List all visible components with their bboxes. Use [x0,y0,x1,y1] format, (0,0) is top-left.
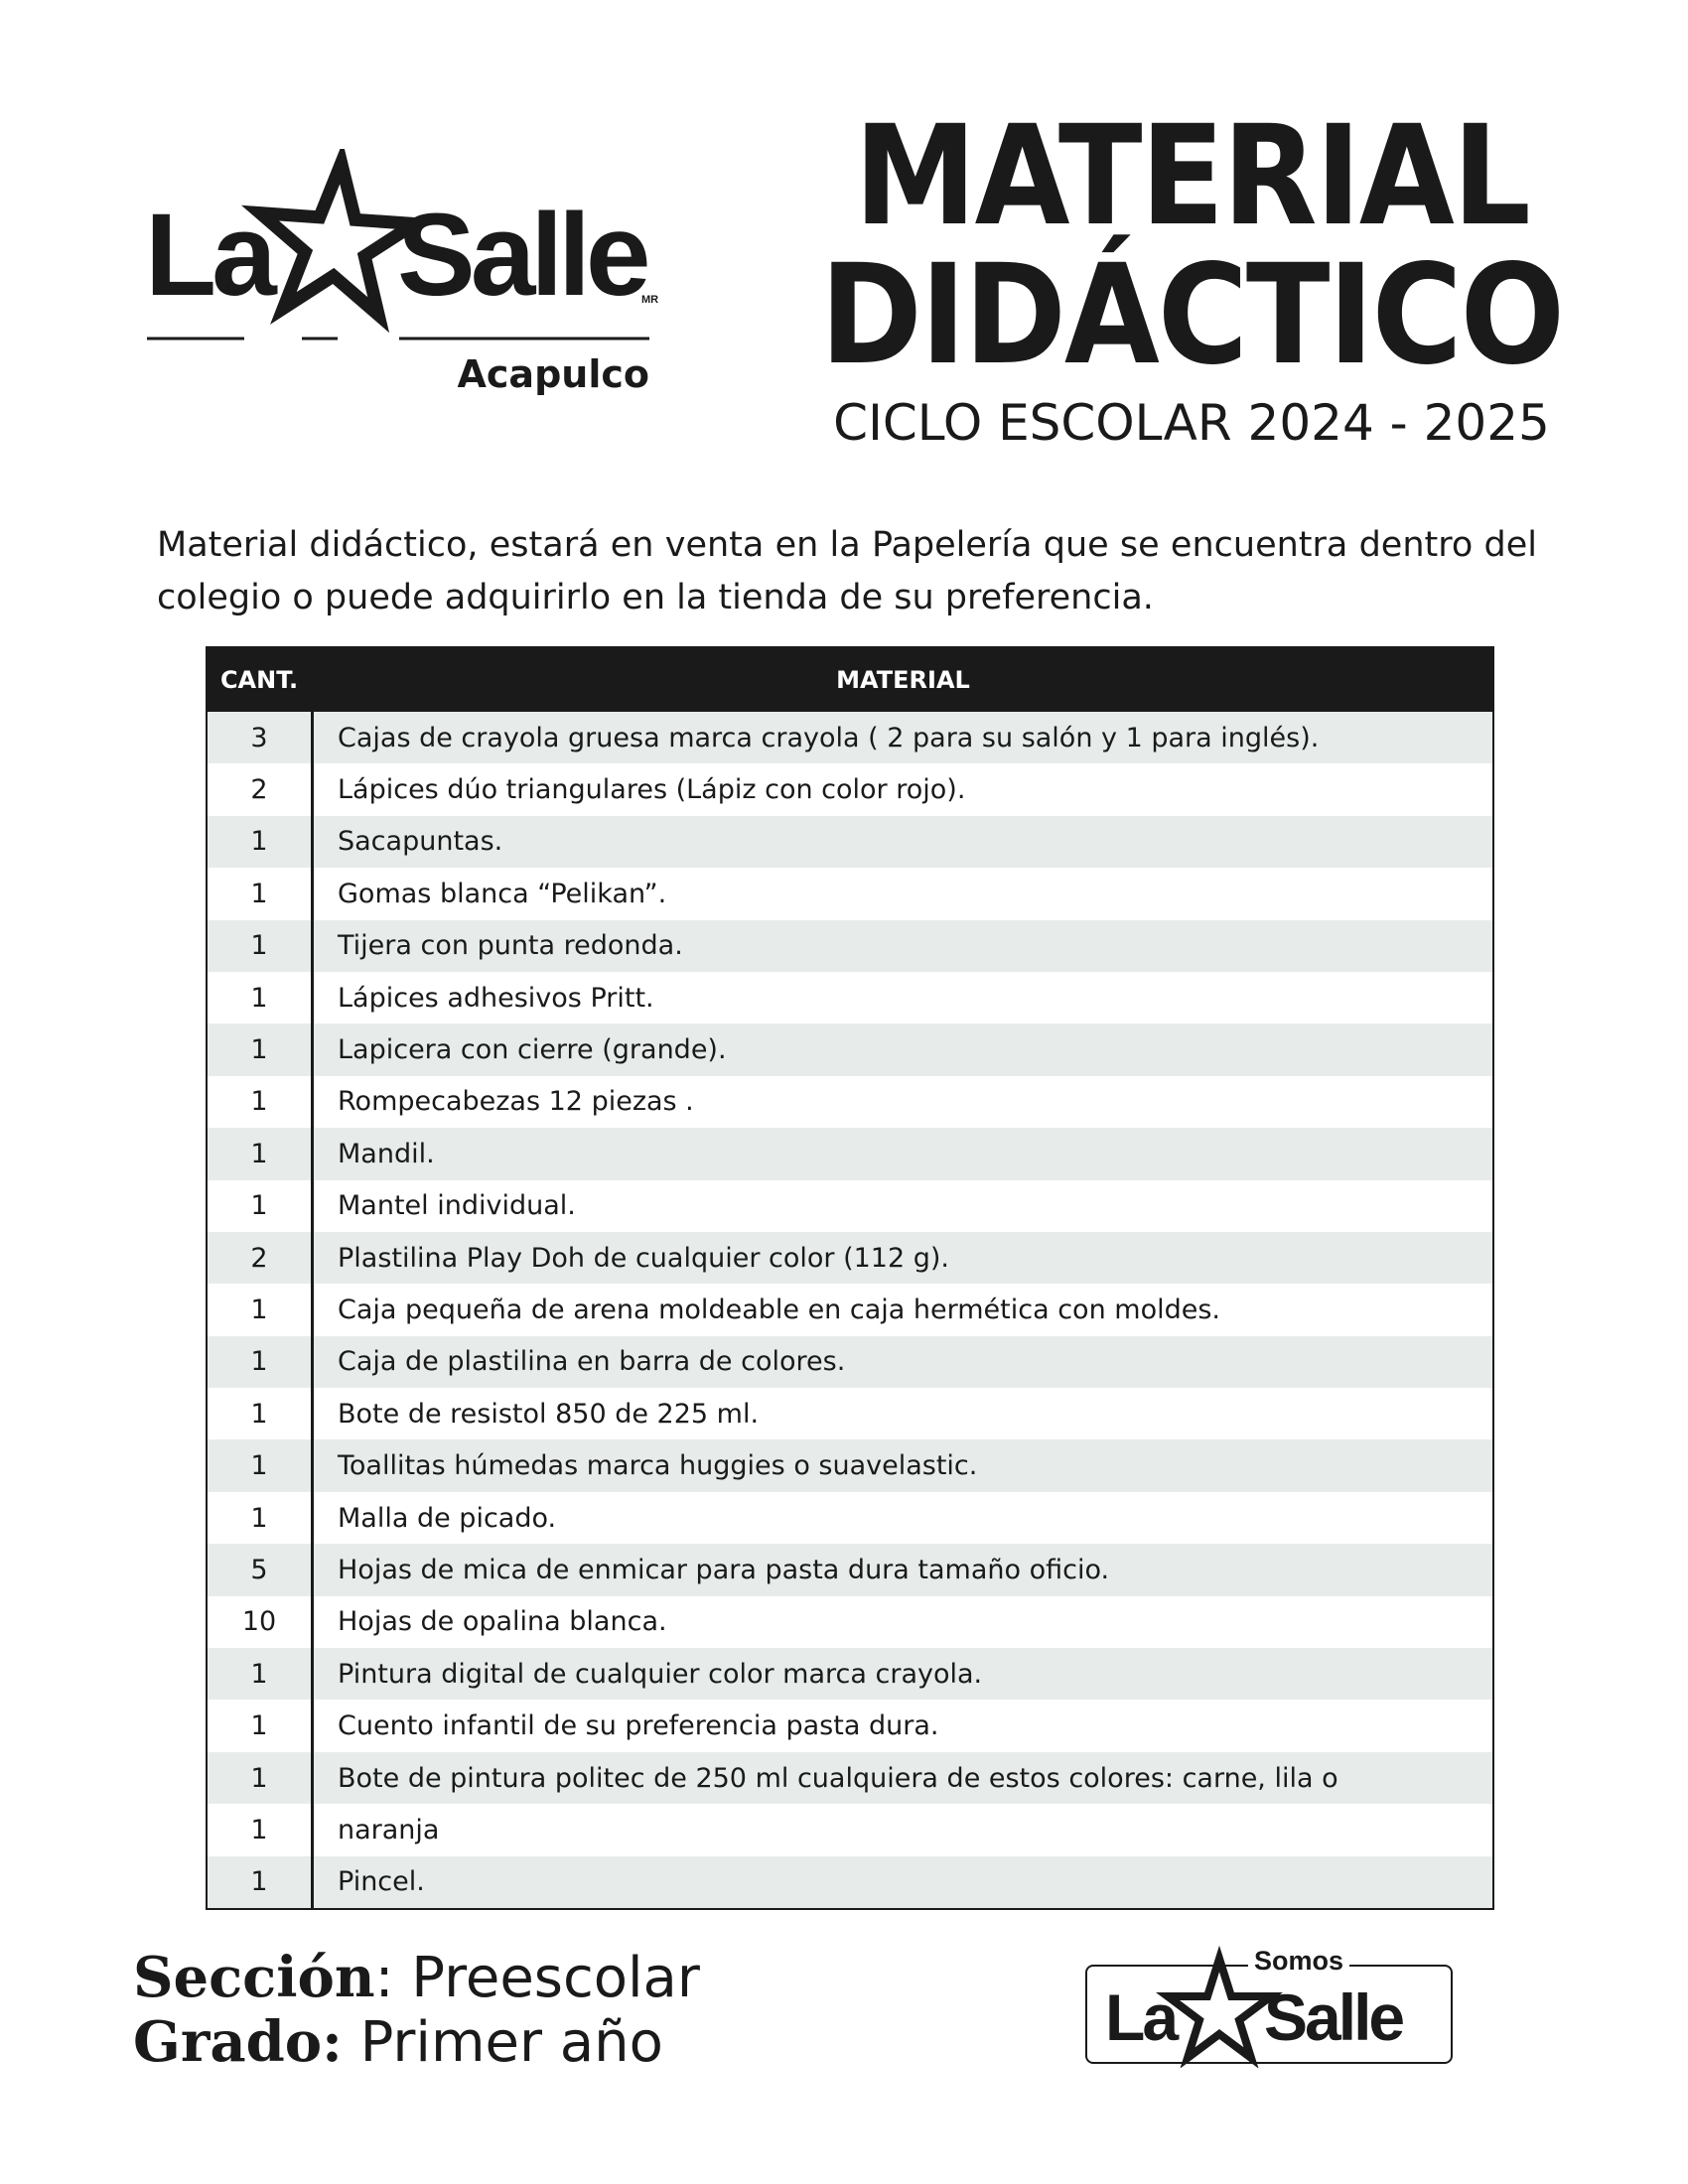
row-quantity: 2 [207,763,313,815]
row-material: Sacapuntas. [313,816,1494,868]
header-quantity: CANT. [207,647,313,712]
table-row [207,1180,1493,1232]
row-material: naranja [313,1804,1494,1855]
table-row [207,1076,1493,1128]
badge-word-salle: Salle [1264,1980,1403,2054]
grade-value: Primer año [359,2010,663,2075]
somos-la-salle-badge [1085,1939,1455,2068]
title-line-2: DIDÁCTICO [819,235,1564,396]
row-material: Tijera con punta redonda. [313,920,1494,972]
logo-word-salle: Salle [397,190,646,321]
row-material: Caja pequeña de arena moldeable en caja hermética con moldes. [313,1284,1494,1335]
row-material: Hojas de opalina blanca. [313,1596,1494,1648]
table-row [207,1284,1493,1335]
table-row [207,816,1493,868]
table-row [207,972,1493,1024]
row-quantity: 1 [207,1439,313,1491]
section-line: Sección: Preescolar [133,1945,700,2010]
row-quantity: 3 [207,712,313,763]
row-material: Toallitas húmedas marca huggies o suavelastic. [313,1439,1494,1491]
section-value: Preescolar [411,1946,700,2010]
row-material: Rompecabezas 12 piezas . [313,1076,1494,1128]
table-row [207,1128,1493,1179]
la-salle-logo [145,149,671,396]
row-material: Lapicera con cierre (grande). [313,1024,1494,1075]
row-material: Lápices dúo triangulares (Lápiz con color rojo). [313,763,1494,815]
row-quantity: 1 [207,1284,313,1335]
table-row [207,1439,1493,1491]
row-material: Mantel individual. [313,1180,1494,1232]
grade-line [133,2010,700,2075]
row-quantity: 1 [207,1388,313,1439]
row-material: Malla de picado. [313,1492,1494,1544]
row-quantity: 1 [207,1752,313,1804]
row-material: Hojas de mica de enmicar para pasta dura tamaño oficio. [313,1544,1494,1595]
row-material: Pincel. [313,1856,1494,1909]
section-grade-info [133,1946,700,2075]
table-row [207,1024,1493,1075]
section-label: Sección [133,1945,375,2010]
row-material: Cuento infantil de su preferencia pasta dura. [313,1700,1494,1751]
document-title [814,96,1569,453]
row-quantity: 1 [207,868,313,919]
table-row [207,763,1493,815]
row-material: Plastilina Play Doh de cualquier color (112 g). [313,1232,1494,1284]
row-quantity: 1 [207,1024,313,1075]
row-quantity: 1 [207,1648,313,1700]
title-line-1: MATERIAL [854,96,1529,257]
table-row [207,1492,1493,1544]
grade-label: Grado: [133,2009,343,2075]
row-material: Gomas blanca “Pelikan”. [313,868,1494,919]
row-quantity: 1 [207,1076,313,1128]
row-quantity: 5 [207,1544,313,1595]
row-quantity: 1 [207,1700,313,1751]
table-row [207,1596,1493,1648]
row-quantity: 1 [207,816,313,868]
logo-city: Acapulco [457,352,649,396]
table-row [207,712,1493,763]
row-material: Lápices adhesivos Pritt. [313,972,1494,1024]
table-row [207,1232,1493,1284]
materials-table [206,646,1494,1910]
row-material: Caja de plastilina en barra de colores. [313,1336,1494,1388]
table-header-row [207,647,1493,712]
row-quantity: 1 [207,1180,313,1232]
table-row [207,1700,1493,1751]
row-material: Pintura digital de cualquier color marca crayola. [313,1648,1494,1700]
row-quantity: 1 [207,1856,313,1909]
table-row [207,1856,1493,1909]
row-quantity: 10 [207,1596,313,1648]
badge-word-la: La [1105,1980,1177,2054]
logo-word-la: La [145,190,272,321]
row-quantity: 2 [207,1232,313,1284]
table-row [207,920,1493,972]
table-row [207,1648,1493,1700]
row-quantity: 1 [207,1336,313,1388]
row-quantity: 1 [207,1128,313,1179]
header-material: MATERIAL [313,647,1494,712]
row-material: Bote de resistol 850 de 225 ml. [313,1388,1494,1439]
row-quantity: 1 [207,1492,313,1544]
table-row [207,1388,1493,1439]
row-material: Bote de pintura politec de 250 ml cualquiera de estos colores: carne, lila o [313,1752,1494,1804]
table-row [207,1804,1493,1855]
row-material: Mandil. [313,1128,1494,1179]
row-material: Cajas de crayola gruesa marca crayola ( 2 para su salón y 1 para inglés). [313,712,1494,763]
table-row [207,1544,1493,1595]
school-year-subtitle: CICLO ESCOLAR 2024 - 2025 [833,394,1550,452]
trademark-mark: MR [641,294,659,306]
table-row [207,1752,1493,1804]
intro-paragraph: Material didáctico, estará en venta en la Papelería que se encuentra dentro del colegio o puede adquirirlo en la tienda de su preferencia. [157,525,1537,617]
row-quantity: 1 [207,920,313,972]
row-quantity: 1 [207,972,313,1024]
badge-somos: Somos [1248,1946,1349,1977]
materials-body [207,712,1493,1909]
table-row [207,1336,1493,1388]
table-row [207,868,1493,919]
row-quantity: 1 [207,1804,313,1855]
